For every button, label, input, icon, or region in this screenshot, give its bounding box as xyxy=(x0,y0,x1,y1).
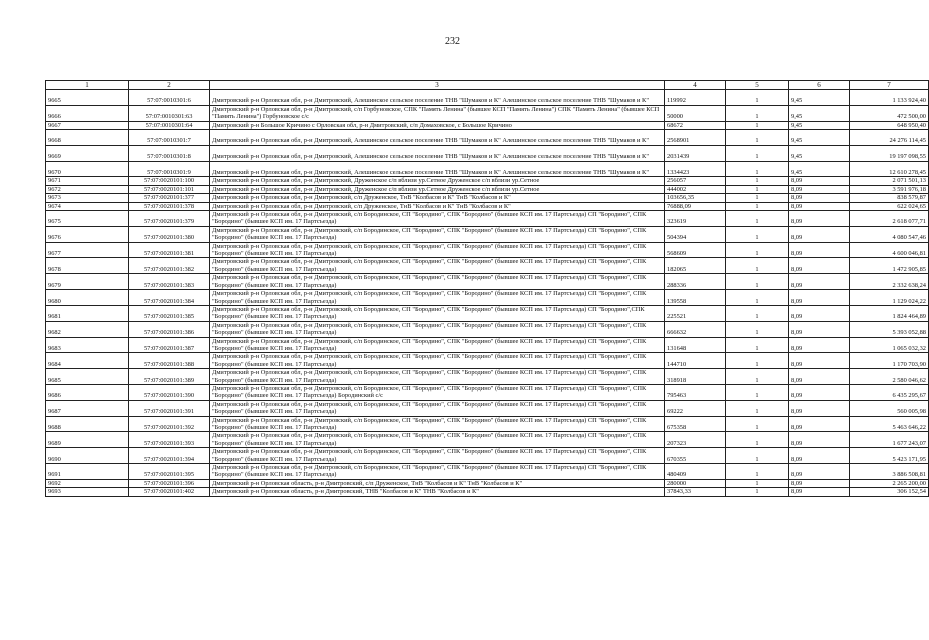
count-value: 1 xyxy=(726,130,789,146)
location-description: Дмитровский р-н Орловская обл, р-н Дмитровский, с/п Бородинское, СП "Бородино", СПК "Бородино" (бывшее КСП им. 17 Партсъезда) СП "Бородино",СПК "Бородино" (бывшее КСП им. 17 Партсъезда) xyxy=(210,305,665,321)
location-description: Дмитровский р-н Орловская обл, р-н Дмитровский, с/п Бородинское, СП "Бородино", СПК "Бородино" (бывшее КСП им. 17 Партсъезда) СП "Бородино", СПК "Бородино" (бывшее КСП им. 17 Партсъезда) xyxy=(210,321,665,337)
location-description: Дмитровский р-н Орловская обл, р-н Дмитровский, с/п Бородинское, СП "Бородино", СПК "Бородино" (бывшее КСП им. 17 Партсъезда) СП "Бородино", СПК "Бородино" (бывшее КСП им. 17 Партсъезда) xyxy=(210,290,665,306)
rate-value: 8,09 xyxy=(789,242,850,258)
row-index: 9676 xyxy=(46,226,129,242)
rate-value: 9,45 xyxy=(789,90,850,106)
count-value: 1 xyxy=(726,194,789,202)
area-value: 131648 xyxy=(665,337,726,353)
page-number: 232 xyxy=(445,36,460,47)
area-value: 103656,35 xyxy=(665,194,726,202)
cadastral-value: 1 129 024,22 xyxy=(850,290,929,306)
cadastral-number: 57:07:0020101:378 xyxy=(129,202,210,210)
rate-value: 8,09 xyxy=(789,290,850,306)
area-value: 37843,33 xyxy=(665,488,726,496)
row-index: 9679 xyxy=(46,274,129,290)
area-value: 207323 xyxy=(665,432,726,448)
rate-value: 8,09 xyxy=(789,258,850,274)
row-index: 9672 xyxy=(46,185,129,193)
count-value: 1 xyxy=(726,432,789,448)
table-row xyxy=(46,488,929,496)
table-row xyxy=(46,400,929,416)
table-row xyxy=(46,353,929,369)
area-value: 76888,09 xyxy=(665,202,726,210)
table-row xyxy=(46,161,929,177)
table-row xyxy=(46,121,929,129)
row-index: 9668 xyxy=(46,130,129,146)
row-index: 9686 xyxy=(46,384,129,400)
table-row xyxy=(46,416,929,432)
rate-value: 8,09 xyxy=(789,384,850,400)
area-value: 480409 xyxy=(665,464,726,480)
rate-value: 8,09 xyxy=(789,177,850,185)
rate-value: 8,09 xyxy=(789,202,850,210)
cadastral-number: 57:07:0020101:385 xyxy=(129,305,210,321)
cadastral-value: 6 435 295,67 xyxy=(850,384,929,400)
cadastral-number: 57:07:0020101:387 xyxy=(129,337,210,353)
table-row xyxy=(46,194,929,202)
table-row xyxy=(46,448,929,464)
rate-value: 8,09 xyxy=(789,416,850,432)
area-value: 666632 xyxy=(665,321,726,337)
cadastral-value: 5 463 646,22 xyxy=(850,416,929,432)
location-description: Дмитровский р-н Орловская обл, р-н Дмитровский, с/п Горбуновское, СПК "Память Ленина" (бывшее КСП "Память Ленина") СПК "Память Ленина" (бывшее КСП "Память Ленина") Горбуновское с/с xyxy=(210,105,665,121)
area-value: 2031439 xyxy=(665,145,726,161)
location-description: Дмитровский р-н Орловская обл, р-н Дмитровский, с/п Бородинское, СП "Бородино", СПК "Бородино" (бывшее КСП им. 17 Партсъезда) СП "Бородино", СПК "Бородино" (бывшее КСП им. 17 Партсъезда) xyxy=(210,211,665,227)
header-col-6: 6 xyxy=(789,81,850,90)
rate-value: 8,09 xyxy=(789,369,850,385)
row-index: 9669 xyxy=(46,145,129,161)
count-value: 1 xyxy=(726,121,789,129)
row-index: 9688 xyxy=(46,416,129,432)
row-index: 9692 xyxy=(46,479,129,487)
cadastral-value: 3 591 976,18 xyxy=(850,185,929,193)
cadastral-value: 472 500,00 xyxy=(850,105,929,121)
table-row xyxy=(46,130,929,146)
table-row xyxy=(46,90,929,106)
area-value: 795463 xyxy=(665,384,726,400)
row-index: 9685 xyxy=(46,369,129,385)
cadastral-number: 57:07:0010301:6 xyxy=(129,90,210,106)
cadastral-value: 3 886 508,81 xyxy=(850,464,929,480)
count-value: 1 xyxy=(726,211,789,227)
cadastral-number: 57:07:0020101:390 xyxy=(129,384,210,400)
cadastral-number: 57:07:0020101:393 xyxy=(129,432,210,448)
count-value: 1 xyxy=(726,488,789,496)
cadastral-number: 57:07:0020101:384 xyxy=(129,290,210,306)
area-value: 144710 xyxy=(665,353,726,369)
cadastral-value: 2 332 638,24 xyxy=(850,274,929,290)
location-description: Дмитровский р-н Орловская обл, р-н Дмитровский, с/п Бородинское, СП "Бородино", СПК "Бородино" (бывшее КСП им. 17 Партсъезда) СП "Бородино", СПК "Бородино" (бывшее КСП им. 17 Партсъезда) xyxy=(210,353,665,369)
table-row xyxy=(46,185,929,193)
area-value: 2568901 xyxy=(665,130,726,146)
area-value: 68672 xyxy=(665,121,726,129)
cadastral-number: 57:07:0010301:64 xyxy=(129,121,210,129)
table-row xyxy=(46,337,929,353)
table-row xyxy=(46,290,929,306)
row-index: 9687 xyxy=(46,400,129,416)
cadastral-number: 57:07:0020101:389 xyxy=(129,369,210,385)
table-header-row xyxy=(46,81,929,90)
cadastral-number: 57:07:0020101:402 xyxy=(129,488,210,496)
cadastral-value: 1 065 032,32 xyxy=(850,337,929,353)
area-value: 119992 xyxy=(665,90,726,106)
area-value: 318918 xyxy=(665,369,726,385)
area-value: 50000 xyxy=(665,105,726,121)
location-description: Дмитровский р-н Орловская обл, р-н Дмитровский, с/п Бородинское, СП "Бородино", СПК "Бородино" (бывшее КСП им. 17 Партсъезда) СП "Бородино", СПК "Бородино" (бывшее КСП им. 17 Партсъезда) xyxy=(210,400,665,416)
rate-value: 8,09 xyxy=(789,185,850,193)
cadastral-number: 57:07:0020101:395 xyxy=(129,464,210,480)
cadastral-value: 1 677 243,07 xyxy=(850,432,929,448)
location-description: Дмитровский р-н Орловская обл, р-н Дмитровский, Друженское с/п вблизи ур.Сетное Друженское с/п вблизи ур.Сетное xyxy=(210,185,665,193)
cadastral-number: 57:07:0020101:394 xyxy=(129,448,210,464)
area-value: 1334423 xyxy=(665,161,726,177)
location-description: Дмитровский р-н Орловская обл, р-н Дмитровский, Друженское с/п вблизи ур.Сетное Друженское с/п вблизи ур.Сетное xyxy=(210,177,665,185)
cadastral-value: 1 472 905,85 xyxy=(850,258,929,274)
cadastral-value: 2 580 046,62 xyxy=(850,369,929,385)
rate-value: 8,09 xyxy=(789,448,850,464)
table-row xyxy=(46,211,929,227)
row-index: 9671 xyxy=(46,177,129,185)
location-description: Дмитровский р-н Орловская обл, р-н Дмитровский, Алешинское сельское поселение ТНВ "Шумаков и К" Алешинское сельское поселение ТНВ "Шумаков и К" xyxy=(210,161,665,177)
cadastral-value: 2 071 501,13 xyxy=(850,177,929,185)
cadastral-number: 57:07:0020101:101 xyxy=(129,185,210,193)
cadastral-value: 1 824 464,89 xyxy=(850,305,929,321)
area-value: 280000 xyxy=(665,479,726,487)
count-value: 1 xyxy=(726,105,789,121)
rate-value: 8,09 xyxy=(789,305,850,321)
area-value: 568609 xyxy=(665,242,726,258)
table-body xyxy=(46,81,929,497)
location-description: Дмитровский р-н Орловская обл, р-н Дмитровский, с/п Бородинское, СП "Бородино", СПК "Бородино" (бывшее КСП им. 17 Партсъезда) СП "Бородино", СПК "Бородино" (бывшее КСП им. 17 Партсъезда) xyxy=(210,432,665,448)
table-row xyxy=(46,305,929,321)
location-description: Дмитровский р-н Орловская обл, р-н Дмитровский, Алешинское сельское поселение ТНВ "Шумаков и К" Алешинское сельское поселение ТНВ "Шумаков и К" xyxy=(210,145,665,161)
count-value: 1 xyxy=(726,90,789,106)
location-description: Дмитровский р-н Орловская обл, р-н Дмитровский, Алешинское сельское поселение ТНВ "Шумаков и К" Алешинское сельское поселение ТНВ "Шумаков и К" xyxy=(210,90,665,106)
rate-value: 9,45 xyxy=(789,121,850,129)
location-description: Дмитровский р-н Орловская обл, р-н Дмитровский, с/п Бородинское, СП "Бородино", СПК "Бородино" (бывшее КСП им. 17 Партсъезда) СП "Бородино", СПК "Бородино" (бывшее КСП им. 17 Партсъезда) Бородинский с/с xyxy=(210,384,665,400)
row-index: 9674 xyxy=(46,202,129,210)
area-value: 675358 xyxy=(665,416,726,432)
cadastral-number: 57:07:0010301:8 xyxy=(129,145,210,161)
count-value: 1 xyxy=(726,290,789,306)
location-description: Дмитровский р-н Орловская обл, р-н Дмитровский, с/п Бородинское, СП "Бородино", СПК "Бородино" (бывшее КСП им. 17 Партсъезда) СП "Бородино", СПК "Бородино" (бывшее КСП им. 17 Партсъезда) xyxy=(210,242,665,258)
cadastral-number: 57:07:0020101:392 xyxy=(129,416,210,432)
location-description: Дмитровский р-н Орловская обл, р-н Дмитровский, с/п Бородинское, СП "Бородино", СПК "Бородино" (бывшее КСП им. 17 Партсъезда) СП "Бородино", СПК "Бородино" (бывшее КСП им. 17 Партсъезда) xyxy=(210,337,665,353)
cadastral-value: 306 152,54 xyxy=(850,488,929,496)
count-value: 1 xyxy=(726,337,789,353)
cadastral-number: 57:07:0020101:382 xyxy=(129,258,210,274)
row-index: 9684 xyxy=(46,353,129,369)
cadastral-number: 57:07:0020101:381 xyxy=(129,242,210,258)
area-value: 69222 xyxy=(665,400,726,416)
row-index: 9670 xyxy=(46,161,129,177)
location-description: Дмитровский р-н Орловская обл, р-н Дмитровский, с/п Бородинское, СП "Бородино", СПК "Бородино" (бывшее КСП им. 17 Партсъезда) СП "Бородино", СПК "Бородино" (бывшее КСП им. 17 Партсъезда) xyxy=(210,226,665,242)
rate-value: 8,09 xyxy=(789,488,850,496)
cadastral-value: 4 080 547,46 xyxy=(850,226,929,242)
cadastral-number: 57:07:0020101:380 xyxy=(129,226,210,242)
row-index: 9690 xyxy=(46,448,129,464)
cadastral-value: 838 579,87 xyxy=(850,194,929,202)
cadastral-value: 5 423 171,95 xyxy=(850,448,929,464)
table-row xyxy=(46,369,929,385)
location-description: Дмитровский р-н Орловская обл, р-н Дмитровский, с/п Бородинское, СП "Бородино", СПК "Бородино" (бывшее КСП им. 17 Партсъезда) СП "Бородино", СПК "Бородино" (бывшее КСП им. 17 Партсъезда) xyxy=(210,448,665,464)
cadastral-number: 57:07:0020101:377 xyxy=(129,194,210,202)
row-index: 9666 xyxy=(46,105,129,121)
table-row xyxy=(46,479,929,487)
table-row xyxy=(46,242,929,258)
cadastral-value: 4 600 046,81 xyxy=(850,242,929,258)
header-col-3: 3 xyxy=(210,81,665,90)
row-index: 9691 xyxy=(46,464,129,480)
cadastral-value: 24 276 114,45 xyxy=(850,130,929,146)
rate-value: 8,09 xyxy=(789,194,850,202)
cadastral-value: 2 265 200,00 xyxy=(850,479,929,487)
rate-value: 8,09 xyxy=(789,432,850,448)
rate-value: 9,45 xyxy=(789,130,850,146)
location-description: Дмитровский р-н Орловская обл, р-н Дмитровский, с/п Бородинское, СП "Бородино", СПК "Бородино" (бывшее КСП им. 17 Партсъезда) СП "Бородино", СПК "Бородино" (бывшее КСП им. 17 Партсъезда) xyxy=(210,464,665,480)
table-row xyxy=(46,321,929,337)
rate-value: 8,09 xyxy=(789,464,850,480)
header-col-1: 1 xyxy=(46,81,129,90)
rate-value: 8,09 xyxy=(789,226,850,242)
cadastral-number: 57:07:0020101:100 xyxy=(129,177,210,185)
count-value: 1 xyxy=(726,353,789,369)
count-value: 1 xyxy=(726,226,789,242)
row-index: 9682 xyxy=(46,321,129,337)
cadastral-number: 57:07:0010301:63 xyxy=(129,105,210,121)
count-value: 1 xyxy=(726,369,789,385)
rate-value: 8,09 xyxy=(789,321,850,337)
location-description: Дмитровский р-н Орловская обл, р-н Дмитровский, Алешинское сельское поселение ТНВ "Шумаков и К" Алешинское сельское поселение ТНВ "Шумаков и К" xyxy=(210,130,665,146)
table-row xyxy=(46,384,929,400)
area-value: 256057 xyxy=(665,177,726,185)
rate-value: 9,45 xyxy=(789,105,850,121)
location-description: Дмитровский р-н Орловская обл, р-н Дмитровский, с/п Друженское, ТнВ "Колбасов и К" ТнВ "Колбасов и К" xyxy=(210,194,665,202)
cadastral-number: 57:07:0020101:386 xyxy=(129,321,210,337)
cadastral-value: 5 393 052,88 xyxy=(850,321,929,337)
count-value: 1 xyxy=(726,305,789,321)
cadastral-value: 560 005,98 xyxy=(850,400,929,416)
area-value: 444002 xyxy=(665,185,726,193)
location-description: Дмитровский р-н Большое Кричино с Орловская обл, р-н Дмитровский, с/п Домаховское, с Большое Кричино xyxy=(210,121,665,129)
cadastral-number: 57:07:0010301:9 xyxy=(129,161,210,177)
cadastral-number: 57:07:0020101:383 xyxy=(129,274,210,290)
cadastral-value: 1 170 703,90 xyxy=(850,353,929,369)
count-value: 1 xyxy=(726,258,789,274)
rate-value: 8,09 xyxy=(789,353,850,369)
rate-value: 8,09 xyxy=(789,400,850,416)
count-value: 1 xyxy=(726,400,789,416)
count-value: 1 xyxy=(726,161,789,177)
count-value: 1 xyxy=(726,321,789,337)
table-row xyxy=(46,432,929,448)
count-value: 1 xyxy=(726,416,789,432)
location-description: Дмитровский р-н Орловская обл, р-н Дмитровский, с/п Бородинское, СП "Бородино", СПК "Бородино" (бывшее КСП им. 17 Партсъезда) СП "Бородино", СПК "Бородино" (бывшее КСП им. 17 Партсъезда) xyxy=(210,258,665,274)
header-col-2: 2 xyxy=(129,81,210,90)
location-description: Дмитровский р-н Орловская область, р-н Дмитровский, с/п Друженское, ТнВ "Колбасов и К" ТнВ "Колбасов и К" xyxy=(210,479,665,487)
row-index: 9665 xyxy=(46,90,129,106)
rate-value: 9,45 xyxy=(789,145,850,161)
location-description: Дмитровский р-н Орловская область, р-н Дмитровский, ТНВ "Колбасов и К" ТНВ "Колбасов и К" xyxy=(210,488,665,496)
row-index: 9689 xyxy=(46,432,129,448)
cadastral-number: 57:07:0020101:391 xyxy=(129,400,210,416)
count-value: 1 xyxy=(726,274,789,290)
count-value: 1 xyxy=(726,479,789,487)
cadastral-number: 57:07:0020101:396 xyxy=(129,479,210,487)
table-row xyxy=(46,274,929,290)
row-index: 9675 xyxy=(46,211,129,227)
area-value: 182065 xyxy=(665,258,726,274)
cadastral-value: 622 024,65 xyxy=(850,202,929,210)
cadastral-value: 648 950,40 xyxy=(850,121,929,129)
count-value: 1 xyxy=(726,177,789,185)
row-index: 9678 xyxy=(46,258,129,274)
rate-value: 8,09 xyxy=(789,337,850,353)
location-description: Дмитровский р-н Орловская обл, р-н Дмитровский, с/п Бородинское, СП "Бородино", СПК "Бородино" (бывшее КСП им. 17 Партсъезда) СП "Бородино", СПК "Бородино" (бывшее КСП им. 17 Партсъезда) xyxy=(210,416,665,432)
table-row xyxy=(46,177,929,185)
area-value: 670355 xyxy=(665,448,726,464)
count-value: 1 xyxy=(726,384,789,400)
row-index: 9680 xyxy=(46,290,129,306)
rate-value: 8,09 xyxy=(789,479,850,487)
row-index: 9683 xyxy=(46,337,129,353)
area-value: 288336 xyxy=(665,274,726,290)
cadastral-value: 2 618 077,71 xyxy=(850,211,929,227)
cadastral-value: 19 197 098,55 xyxy=(850,145,929,161)
table-row xyxy=(46,145,929,161)
count-value: 1 xyxy=(726,242,789,258)
area-value: 504394 xyxy=(665,226,726,242)
location-description: Дмитровский р-н Орловская обл, р-н Дмитровский, с/п Бородинское, СП "Бородино", СПК "Бородино" (бывшее КСП им. 17 Партсъезда) СП "Бородино", СПК "Бородино" (бывшее КСП им. 17 Партсъезда) xyxy=(210,274,665,290)
rate-value: 8,09 xyxy=(789,211,850,227)
table-row xyxy=(46,258,929,274)
count-value: 1 xyxy=(726,185,789,193)
count-value: 1 xyxy=(726,464,789,480)
cadastral-number: 57:07:0010301:7 xyxy=(129,130,210,146)
count-value: 1 xyxy=(726,202,789,210)
location-description: Дмитровский р-н Орловская обл, р-н Дмитровский, с/п Бородинское, СП "Бородино", СПК "Бородино" (бывшее КСП им. 17 Партсъезда) СП "Бородино", СПК "Бородино" (бывшее КСП им. 17 Партсъезда) xyxy=(210,369,665,385)
header-col-5: 5 xyxy=(726,81,789,90)
cadastral-value: 1 133 924,40 xyxy=(850,90,929,106)
rate-value: 9,45 xyxy=(789,161,850,177)
header-col-4: 4 xyxy=(665,81,726,90)
row-index: 9681 xyxy=(46,305,129,321)
row-index: 9677 xyxy=(46,242,129,258)
area-value: 225521 xyxy=(665,305,726,321)
rate-value: 8,09 xyxy=(789,274,850,290)
count-value: 1 xyxy=(726,448,789,464)
cadastral-number: 57:07:0020101:379 xyxy=(129,211,210,227)
table-row xyxy=(46,202,929,210)
header-col-7: 7 xyxy=(850,81,929,90)
row-index: 9673 xyxy=(46,194,129,202)
location-description: Дмитровский р-н Орловская обл, р-н Дмитровский, с/п Друженское, ТнВ "Колбасов и К" ТнВ "Колбасов и К" xyxy=(210,202,665,210)
area-value: 323619 xyxy=(665,211,726,227)
area-value: 139558 xyxy=(665,290,726,306)
land-registry-table xyxy=(45,80,929,497)
count-value: 1 xyxy=(726,145,789,161)
row-index: 9667 xyxy=(46,121,129,129)
table-row xyxy=(46,226,929,242)
table-row xyxy=(46,464,929,480)
row-index: 9693 xyxy=(46,488,129,496)
cadastral-number: 57:07:0020101:388 xyxy=(129,353,210,369)
cadastral-value: 12 610 278,45 xyxy=(850,161,929,177)
table-row xyxy=(46,105,929,121)
